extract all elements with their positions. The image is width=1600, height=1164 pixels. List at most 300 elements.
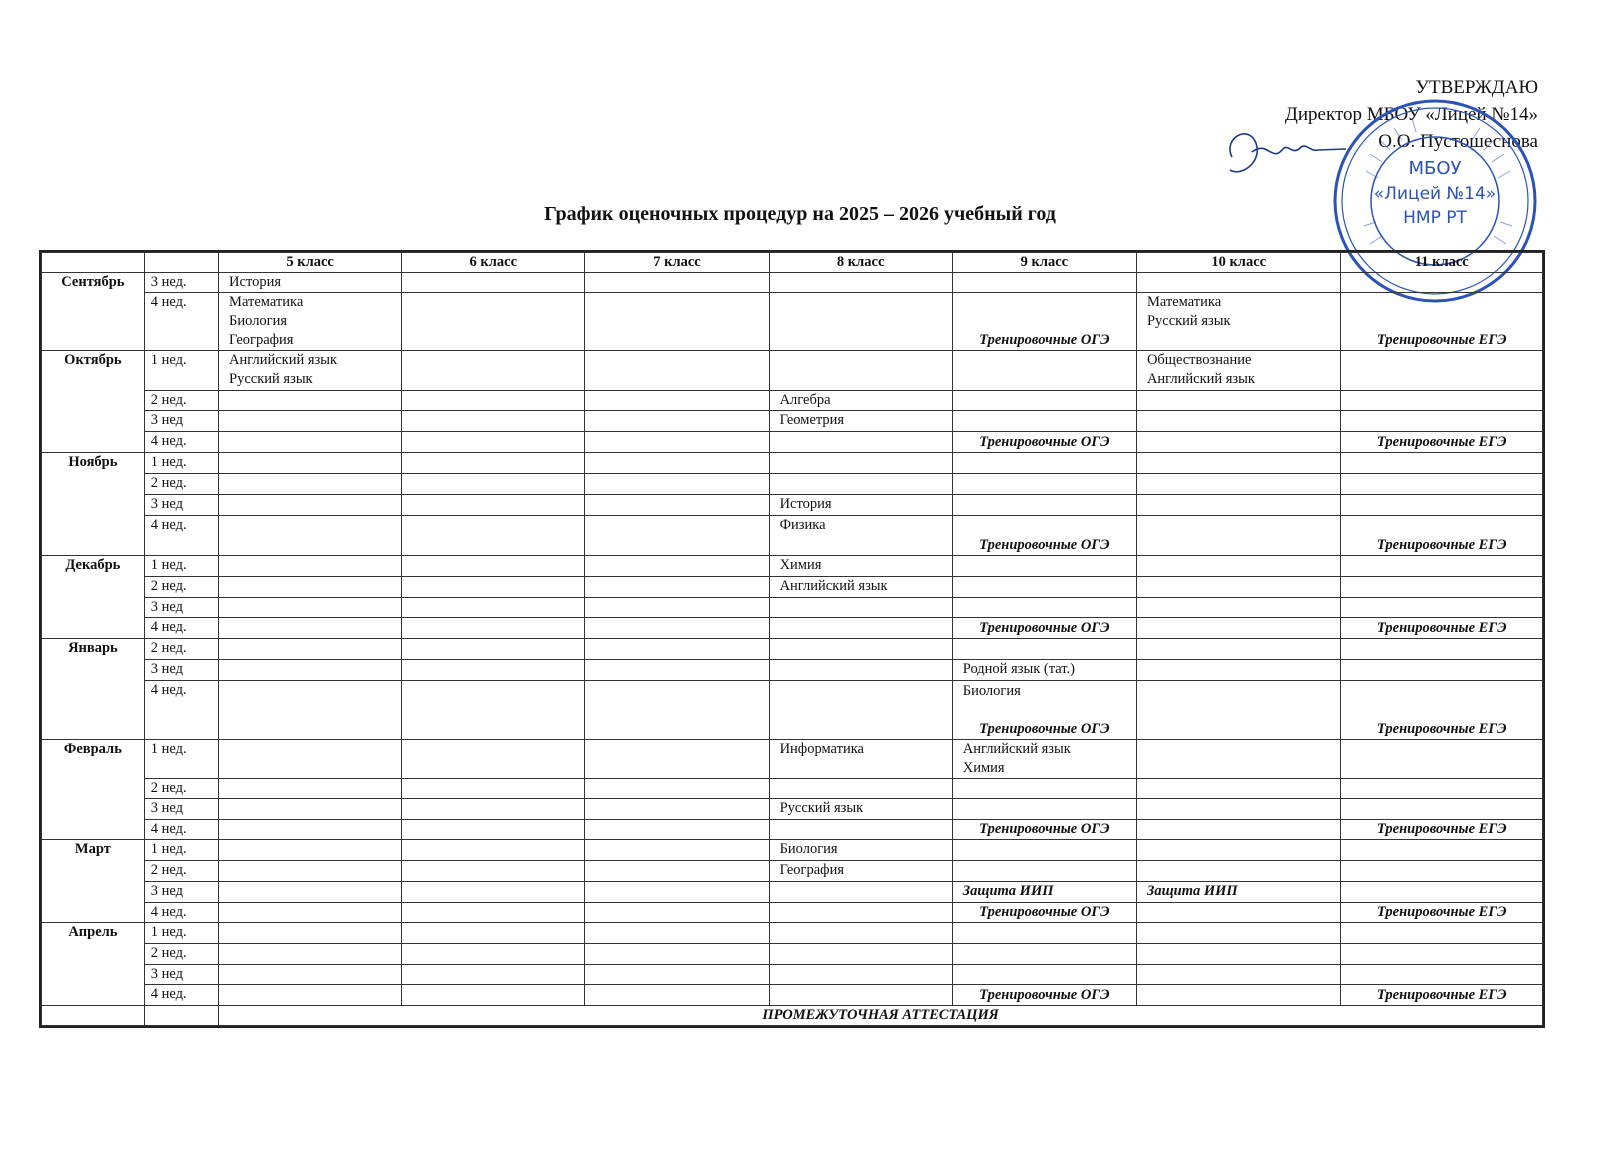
schedule-cell: [585, 903, 769, 923]
table-row: [42, 411, 1543, 432]
week-label: 3 нед: [144, 495, 218, 516]
schedule-cell: [1341, 293, 1543, 351]
schedule-cell: [1341, 432, 1543, 453]
schedule-cell: [769, 985, 952, 1006]
schedule-cell: [1341, 660, 1543, 681]
schedule-cell: [952, 985, 1136, 1006]
schedule-cell: [1341, 495, 1543, 516]
spacer: [963, 701, 1126, 720]
schedule-cell: [402, 799, 585, 820]
table-row: [42, 556, 1543, 577]
schedule-cell: [952, 453, 1136, 474]
schedule-cell: [952, 840, 1136, 861]
schedule-cell: [1136, 799, 1341, 820]
schedule-cell: [585, 944, 769, 965]
table-row: [42, 453, 1543, 474]
schedule-cell: [1136, 577, 1341, 598]
month-label: Ноябрь: [42, 453, 145, 556]
month-label: Январь: [42, 639, 145, 740]
schedule-cell: [402, 903, 585, 923]
table-row: [42, 944, 1543, 965]
subject-label: Английский язык: [779, 578, 888, 594]
schedule-cell: [1136, 495, 1341, 516]
schedule-cell: [769, 840, 952, 861]
schedule-cell: [769, 273, 952, 293]
schedule-cell: [219, 681, 402, 740]
schedule-cell: [402, 556, 585, 577]
schedule-cell: [585, 820, 769, 840]
schedule-cell: [402, 453, 585, 474]
schedule-cell: [1341, 453, 1543, 474]
training-exam-label: Тренировочные ОГЭ: [979, 987, 1110, 1003]
schedule-cell: [1136, 453, 1341, 474]
schedule-cell: [1136, 903, 1341, 923]
subject-label: История: [229, 274, 282, 290]
subject-label: Математика: [229, 294, 304, 310]
training-exam-label: Тренировочные ЕГЭ: [1376, 821, 1507, 837]
schedule-cell: [219, 923, 402, 944]
schedule-cell: [1341, 391, 1543, 411]
schedule-cell: [585, 840, 769, 861]
week-label: 4 нед.: [144, 516, 218, 556]
subject-label: География: [229, 332, 294, 348]
schedule-cell: [769, 882, 952, 903]
schedule-cell: [585, 495, 769, 516]
subject-label: Английский язык: [229, 352, 338, 368]
schedule-cell: [402, 411, 585, 432]
schedule-cell: [219, 903, 402, 923]
schedule-cell: [219, 799, 402, 820]
schedule-cell: [769, 556, 952, 577]
subject-label: Английский язык: [962, 741, 1071, 757]
schedule-cell: [402, 985, 585, 1006]
column-header: 6 класс: [402, 253, 585, 273]
approval-line-3: О.О. Пустошеснова: [1378, 131, 1538, 152]
schedule-cell: [769, 779, 952, 799]
subject-label: Математика: [1146, 294, 1222, 310]
table-row: [42, 639, 1543, 660]
schedule-cell: [219, 598, 402, 618]
schedule-cell: [585, 474, 769, 495]
schedule-cell: [1341, 861, 1543, 882]
schedule-cell: [952, 639, 1136, 660]
week-label: 4 нед.: [144, 681, 218, 740]
month-label: Март: [42, 840, 145, 923]
schedule-cell: [1341, 740, 1543, 779]
schedule-cell: [1341, 882, 1543, 903]
table-row: [42, 882, 1543, 903]
schedule-cell: [769, 820, 952, 840]
schedule-cell: [1136, 411, 1341, 432]
schedule-cell: [952, 598, 1136, 618]
schedule-cell: [1341, 474, 1543, 495]
schedule-cell: [219, 453, 402, 474]
schedule-cell: [952, 516, 1136, 556]
project-defense-label: Защита ИИП: [1146, 883, 1238, 899]
schedule-cell: [769, 432, 952, 453]
schedule-cell: [952, 618, 1136, 639]
schedule-cell: [585, 598, 769, 618]
schedule-cell: [402, 432, 585, 453]
schedule-cell: [769, 965, 952, 985]
subject-label: Английский язык: [1146, 371, 1255, 387]
subject-label: Русский язык: [229, 371, 313, 387]
week-label: 4 нед.: [144, 618, 218, 639]
week-label: 3 нед: [144, 411, 218, 432]
schedule-cell: [769, 740, 952, 779]
week-label: 3 нед: [144, 882, 218, 903]
schedule-cell: [402, 820, 585, 840]
schedule-cell: [402, 861, 585, 882]
schedule-cell: [219, 432, 402, 453]
week-label: 4 нед.: [144, 293, 218, 351]
table-row: [42, 432, 1543, 453]
schedule-cell: [952, 799, 1136, 820]
table-row: [42, 923, 1543, 944]
schedule-cell: [402, 639, 585, 660]
schedule-cell: [769, 639, 952, 660]
schedule-cell: [769, 598, 952, 618]
schedule-cell: [585, 882, 769, 903]
subject-label: Родной язык (тат.): [962, 661, 1075, 677]
month-label: Декабрь: [42, 556, 145, 639]
table-row: [42, 351, 1543, 391]
schedule-cell: [769, 861, 952, 882]
week-label: 1 нед.: [144, 453, 218, 474]
training-exam-label: Тренировочные ОГЭ: [979, 434, 1110, 450]
week-label: 2 нед.: [144, 391, 218, 411]
month-label: Апрель: [42, 923, 145, 1006]
schedule-cell: [952, 923, 1136, 944]
training-exam-label: Тренировочные ОГЭ: [979, 721, 1110, 737]
schedule-cell: [219, 495, 402, 516]
subject-label: Геометрия: [779, 412, 845, 428]
subject-label: Химия: [962, 760, 1005, 776]
schedule-cell: [402, 577, 585, 598]
week-label: 3 нед: [144, 598, 218, 618]
schedule-cell: [769, 903, 952, 923]
schedule-cell: [1136, 516, 1341, 556]
signature-icon: [1222, 122, 1347, 182]
schedule-cell: [769, 660, 952, 681]
column-header: 8 класс: [769, 253, 952, 273]
table-row: [42, 618, 1543, 639]
schedule-cell: [219, 293, 402, 351]
training-exam-label: Тренировочные ОГЭ: [979, 537, 1110, 553]
approval-line-2: Директор МБОУ «Лицей №14»: [1284, 104, 1538, 125]
schedule-cell: [219, 985, 402, 1006]
schedule-cell: [585, 799, 769, 820]
week-label: 1 нед.: [144, 740, 218, 779]
table-row: [42, 293, 1543, 351]
schedule-cell: [585, 861, 769, 882]
week-label: 3 нед: [144, 965, 218, 985]
schedule-cell: [402, 840, 585, 861]
schedule-cell: [952, 779, 1136, 799]
schedule-cell: [1341, 618, 1543, 639]
schedule-cell: [402, 779, 585, 799]
schedule-cell: [402, 618, 585, 639]
training-exam-label: Тренировочные ОГЭ: [979, 904, 1110, 920]
schedule-cell: [952, 577, 1136, 598]
schedule-cell: [585, 923, 769, 944]
schedule-cell: [1341, 840, 1543, 861]
training-exam-label: Тренировочные ОГЭ: [979, 332, 1110, 348]
subject-label: Химия: [779, 557, 822, 573]
schedule-cell: [402, 391, 585, 411]
week-label: 4 нед.: [144, 432, 218, 453]
table-row: [42, 598, 1543, 618]
schedule-cell: [219, 944, 402, 965]
empty-cell: [42, 1006, 145, 1026]
table-row: [42, 965, 1543, 985]
table-row: [42, 660, 1543, 681]
week-label: 3 нед: [144, 799, 218, 820]
schedule-cell: [219, 660, 402, 681]
subject-label: Биология: [779, 841, 838, 857]
schedule-cell: [1341, 411, 1543, 432]
week-label: 2 нед.: [144, 639, 218, 660]
table-row: [42, 985, 1543, 1006]
schedule-cell: [769, 474, 952, 495]
schedule-cell: [219, 474, 402, 495]
approval-line-1: УТВЕРЖДАЮ: [1415, 77, 1538, 98]
schedule-cell: [769, 495, 952, 516]
table-row: [42, 391, 1543, 411]
schedule-cell: [219, 516, 402, 556]
schedule-cell: [585, 391, 769, 411]
training-exam-label: Тренировочные ЕГЭ: [1376, 434, 1507, 450]
schedule-cell: [1341, 944, 1543, 965]
schedule-cell: [1341, 556, 1543, 577]
schedule-cell: [585, 556, 769, 577]
schedule-cell: [1136, 293, 1341, 351]
schedule-cell: [1136, 618, 1341, 639]
subject-label: Русский язык: [1146, 313, 1231, 329]
assessment-schedule-table: [41, 252, 1543, 1026]
table-row: [42, 820, 1543, 840]
schedule-cell: [1341, 351, 1543, 391]
schedule-cell: [952, 882, 1136, 903]
schedule-cell: [219, 882, 402, 903]
schedule-cell: [1341, 273, 1543, 293]
schedule-cell: [1136, 351, 1341, 391]
schedule-cell: [769, 799, 952, 820]
schedule-cell: [952, 965, 1136, 985]
schedule-cell: [1341, 820, 1543, 840]
training-exam-label: Тренировочные ЕГЭ: [1376, 904, 1507, 920]
schedule-cell: [1136, 923, 1341, 944]
table-row: [42, 577, 1543, 598]
table-row: [42, 273, 1543, 293]
column-header: [42, 253, 145, 273]
training-exam-label: Тренировочные ОГЭ: [979, 620, 1110, 636]
subject-label: Физика: [779, 517, 826, 533]
schedule-cell: [219, 411, 402, 432]
schedule-cell: [585, 681, 769, 740]
schedule-cell: [769, 618, 952, 639]
subject-label: География: [779, 862, 844, 878]
month-label: Октябрь: [42, 351, 145, 453]
interim-attestation-label: ПРОМЕЖУТОЧНАЯ АТТЕСТАЦИЯ: [219, 1006, 1543, 1026]
schedule-cell: [769, 944, 952, 965]
week-label: 2 нед.: [144, 944, 218, 965]
schedule-cell: [585, 273, 769, 293]
schedule-cell: [219, 391, 402, 411]
week-label: 1 нед.: [144, 840, 218, 861]
schedule-cell: [1341, 598, 1543, 618]
schedule-cell: [1341, 923, 1543, 944]
schedule-cell: [402, 351, 585, 391]
schedule-cell: [585, 351, 769, 391]
week-label: 4 нед.: [144, 985, 218, 1006]
schedule-cell: [1136, 639, 1341, 660]
week-label: 2 нед.: [144, 577, 218, 598]
schedule-cell: [1136, 779, 1341, 799]
schedule-cell: [952, 391, 1136, 411]
subject-label: Русский язык: [779, 800, 864, 816]
schedule-cell: [585, 432, 769, 453]
schedule-cell: [219, 556, 402, 577]
month-label: Февраль: [42, 740, 145, 840]
schedule-cell: [219, 577, 402, 598]
schedule-cell: [585, 985, 769, 1006]
week-label: 2 нед.: [144, 861, 218, 882]
schedule-cell: [219, 820, 402, 840]
column-header: 9 класс: [952, 253, 1136, 273]
column-header: [144, 253, 218, 273]
schedule-cell: [769, 391, 952, 411]
schedule-cell: [1136, 432, 1341, 453]
schedule-cell: [952, 273, 1136, 293]
stamp-line-2: «Лицей №14»: [1373, 184, 1497, 204]
schedule-cell: [402, 273, 585, 293]
schedule-cell: [402, 882, 585, 903]
schedule-cell: [585, 965, 769, 985]
empty-cell: [144, 1006, 218, 1026]
project-defense-label: Защита ИИП: [962, 883, 1054, 899]
schedule-cell: [1136, 391, 1341, 411]
schedule-cell: [585, 660, 769, 681]
schedule-cell: [769, 681, 952, 740]
schedule-cell: [402, 495, 585, 516]
schedule-cell: [585, 516, 769, 556]
table-row: [42, 903, 1543, 923]
schedule-cell: [1136, 944, 1341, 965]
schedule-cell: [1341, 577, 1543, 598]
stamp-line-3: НМР РТ: [1403, 208, 1467, 228]
schedule-cell: [952, 495, 1136, 516]
table-row: [42, 495, 1543, 516]
schedule-cell: [1136, 273, 1341, 293]
table-row: [42, 779, 1543, 799]
table-row: [42, 474, 1543, 495]
schedule-cell: [1136, 556, 1341, 577]
schedule-cell: [219, 618, 402, 639]
week-label: 1 нед.: [144, 351, 218, 391]
schedule-cell: [219, 740, 402, 779]
column-header: 11 класс: [1341, 253, 1543, 273]
schedule-cell: [1341, 681, 1543, 740]
schedule-cell: [585, 411, 769, 432]
schedule-cell: [952, 556, 1136, 577]
schedule-cell: [769, 453, 952, 474]
schedule-cell: [402, 965, 585, 985]
table-header-row: [42, 253, 1543, 273]
schedule-cell: [1136, 474, 1341, 495]
week-label: 4 нед.: [144, 820, 218, 840]
schedule-cell: [585, 618, 769, 639]
subject-label: Биология: [229, 313, 288, 329]
column-header: 5 класс: [219, 253, 402, 273]
week-label: 4 нед.: [144, 903, 218, 923]
schedule-cell: [1341, 965, 1543, 985]
schedule-cell: [1136, 985, 1341, 1006]
schedule-cell: [402, 598, 585, 618]
table-row: [42, 861, 1543, 882]
schedule-cell: [585, 293, 769, 351]
schedule-cell: [219, 273, 402, 293]
schedule-cell: [1136, 598, 1341, 618]
schedule-cell: [769, 293, 952, 351]
week-label: 2 нед.: [144, 779, 218, 799]
schedule-cell: [1341, 799, 1543, 820]
training-exam-label: Тренировочные ЕГЭ: [1376, 537, 1507, 553]
week-label: 1 нед.: [144, 923, 218, 944]
schedule-cell: [1136, 882, 1341, 903]
schedule-cell: [219, 965, 402, 985]
schedule-cell: [219, 840, 402, 861]
schedule-cell: [952, 432, 1136, 453]
schedule-cell: [219, 861, 402, 882]
schedule-cell: [769, 411, 952, 432]
schedule-cell: [402, 923, 585, 944]
training-exam-label: Тренировочные ЕГЭ: [1376, 721, 1507, 737]
schedule-cell: [585, 453, 769, 474]
subject-label: Биология: [962, 683, 1021, 699]
schedule-cell: [1341, 903, 1543, 923]
column-header: 7 класс: [585, 253, 769, 273]
table-row: [42, 516, 1543, 556]
schedule-cell: [1136, 660, 1341, 681]
schedule-cell: [1341, 639, 1543, 660]
schedule-cell: [769, 923, 952, 944]
schedule-cell: [1136, 681, 1341, 740]
column-header: 10 класс: [1136, 253, 1341, 273]
schedule-cell: [1136, 820, 1341, 840]
schedule-cell: [219, 639, 402, 660]
week-label: 2 нед.: [144, 474, 218, 495]
schedule-cell: [952, 411, 1136, 432]
schedule-cell: [952, 820, 1136, 840]
schedule-cell: [952, 293, 1136, 351]
schedule-cell: [1136, 965, 1341, 985]
schedule-cell: [585, 577, 769, 598]
schedule-cell: [585, 779, 769, 799]
table-row: [42, 681, 1543, 740]
schedule-cell: [402, 944, 585, 965]
stamp-line-1: МБОУ: [1408, 158, 1462, 179]
training-exam-label: Тренировочные ЕГЭ: [1376, 987, 1507, 1003]
schedule-cell: [952, 660, 1136, 681]
schedule-cell: [585, 639, 769, 660]
subject-label: Обществознание: [1146, 352, 1252, 368]
schedule-cell: [402, 474, 585, 495]
schedule-cell: [1341, 779, 1543, 799]
schedule-cell: [219, 779, 402, 799]
schedule-cell: [769, 577, 952, 598]
schedule-cell: [219, 351, 402, 391]
